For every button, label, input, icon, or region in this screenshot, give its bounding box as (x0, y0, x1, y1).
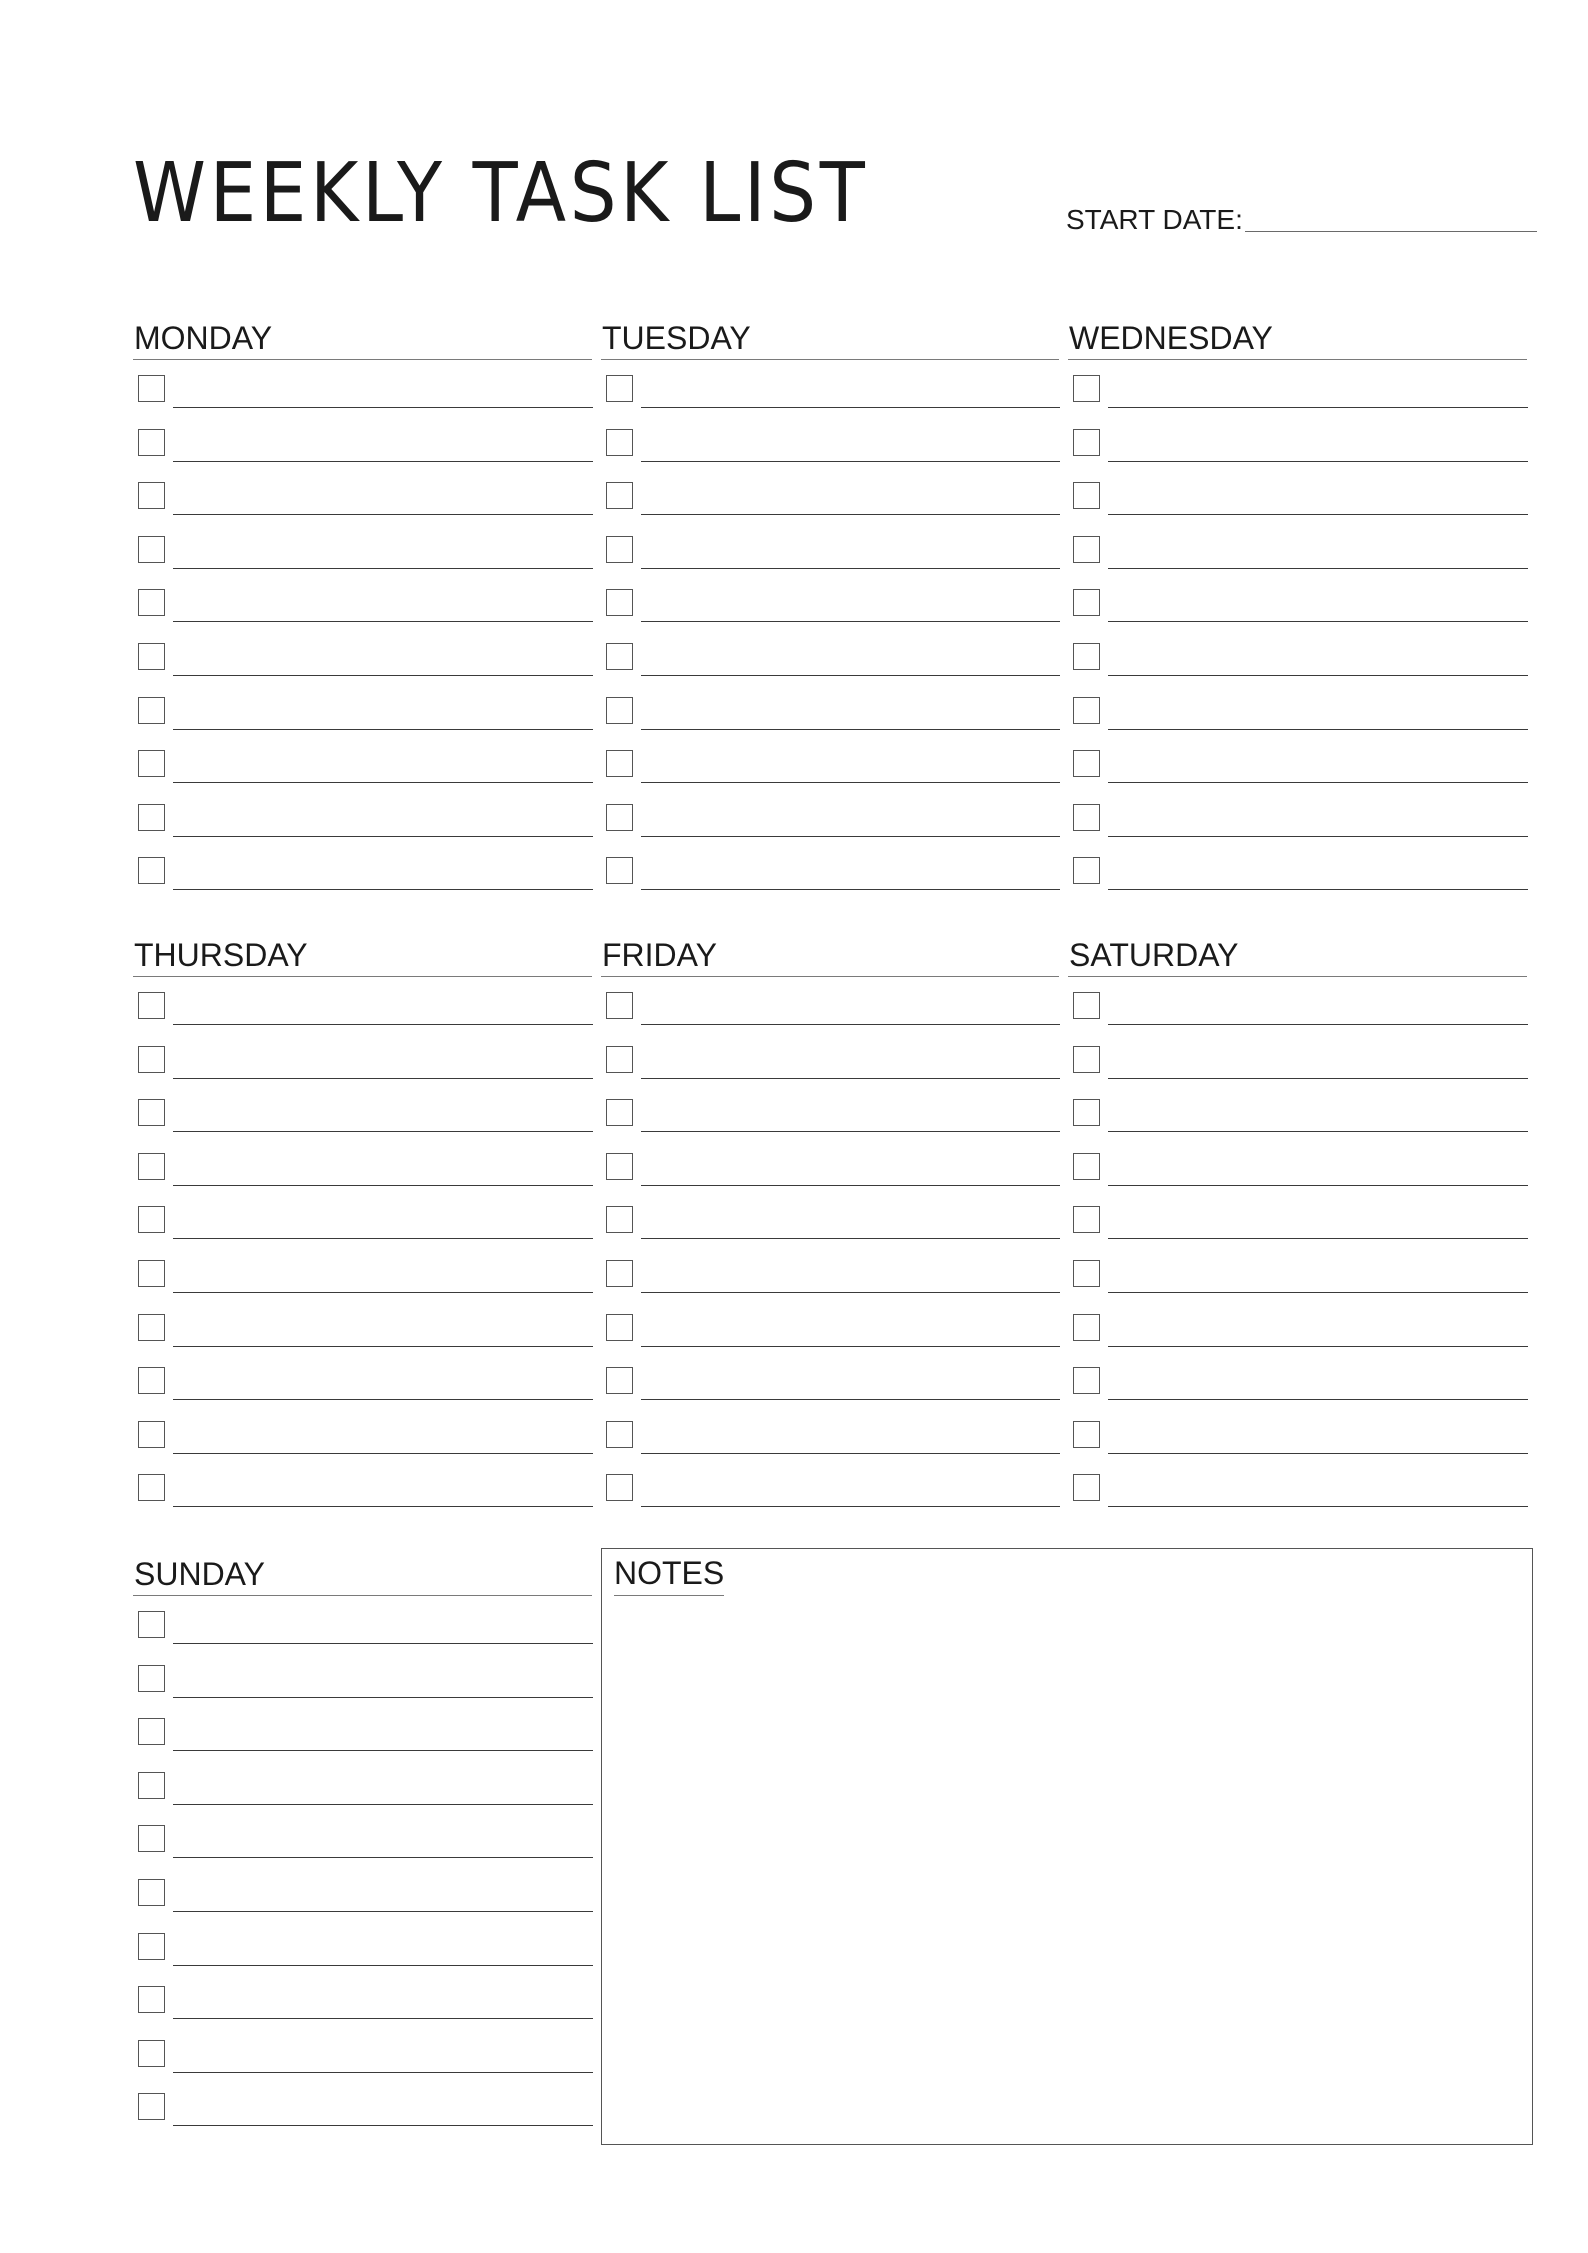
task-write-line[interactable] (1108, 461, 1528, 462)
task-checkbox[interactable] (138, 1099, 165, 1126)
task-list-sunday (133, 1596, 592, 2132)
task-write-line[interactable] (173, 1857, 593, 1858)
day-section-saturday (1068, 939, 1527, 1513)
task-write-line[interactable] (641, 1131, 1060, 1132)
task-write-line[interactable] (173, 1399, 593, 1400)
task-row (1068, 467, 1527, 521)
task-row (1068, 1031, 1527, 1085)
task-row (133, 789, 592, 843)
task-write-line[interactable] (1108, 514, 1528, 515)
task-write-line[interactable] (641, 1506, 1060, 1507)
task-row (1068, 521, 1527, 575)
task-row (601, 1031, 1059, 1085)
task-write-line[interactable] (173, 1078, 593, 1079)
task-write-line[interactable] (1108, 729, 1528, 730)
day-section-monday (133, 322, 592, 896)
task-write-line[interactable] (173, 889, 593, 890)
task-write-line[interactable] (1108, 1078, 1528, 1079)
start-date-label: START DATE: (1066, 204, 1243, 235)
day-heading-wednesday: WEDNESDAY (1068, 322, 1527, 360)
day-section-tuesday (601, 322, 1059, 896)
task-list-saturday (1068, 977, 1527, 1513)
task-write-line[interactable] (173, 1750, 593, 1751)
task-checkbox[interactable] (606, 482, 633, 509)
task-checkbox[interactable] (138, 589, 165, 616)
task-write-line[interactable] (173, 1185, 593, 1186)
task-write-line[interactable] (1108, 407, 1528, 408)
task-write-line[interactable] (641, 1238, 1060, 1239)
task-write-line[interactable] (173, 461, 593, 462)
task-row (133, 1864, 592, 1918)
task-row (601, 414, 1059, 468)
page-title: WEEKLY TASK LIST (133, 145, 869, 241)
task-row (601, 682, 1059, 736)
task-write-line[interactable] (641, 1453, 1060, 1454)
task-write-line[interactable] (173, 514, 593, 515)
task-write-line[interactable] (173, 1238, 593, 1239)
task-row (133, 628, 592, 682)
task-row (601, 628, 1059, 682)
start-date-field[interactable] (1066, 198, 1537, 234)
task-checkbox[interactable] (138, 429, 165, 456)
task-row (601, 574, 1059, 628)
task-checkbox[interactable] (138, 1367, 165, 1394)
notes-box[interactable] (601, 1548, 1533, 2145)
task-write-line[interactable] (173, 1643, 593, 1644)
task-write-line[interactable] (641, 782, 1060, 783)
task-write-line[interactable] (173, 568, 593, 569)
task-checkbox[interactable] (138, 1611, 165, 1638)
task-row (1068, 682, 1527, 736)
task-row (1068, 789, 1527, 843)
task-row (133, 1299, 592, 1353)
task-checkbox[interactable] (1073, 429, 1100, 456)
task-row (133, 682, 592, 736)
task-row (133, 1757, 592, 1811)
task-checkbox[interactable] (606, 1260, 633, 1287)
task-checkbox[interactable] (606, 1153, 633, 1180)
task-row (1068, 360, 1527, 414)
task-write-line[interactable] (1108, 889, 1528, 890)
task-write-line[interactable] (173, 1911, 593, 1912)
task-write-line[interactable] (173, 407, 593, 408)
task-write-line[interactable] (173, 675, 593, 676)
task-row (133, 735, 592, 789)
task-row (601, 735, 1059, 789)
task-checkbox[interactable] (1073, 1206, 1100, 1233)
task-checkbox[interactable] (138, 1986, 165, 2013)
task-row (601, 977, 1059, 1031)
task-write-line[interactable] (173, 2125, 593, 2126)
task-checkbox[interactable] (1073, 804, 1100, 831)
task-write-line[interactable] (173, 836, 593, 837)
task-row (133, 1138, 592, 1192)
task-write-line[interactable] (173, 1804, 593, 1805)
task-checkbox[interactable] (1073, 1314, 1100, 1341)
task-row (133, 977, 592, 1031)
task-checkbox[interactable] (138, 1206, 165, 1233)
day-heading-tuesday: TUESDAY (601, 322, 1059, 360)
task-row (133, 1971, 592, 2025)
task-write-line[interactable] (641, 1078, 1060, 1079)
day-heading-sunday: SUNDAY (133, 1558, 592, 1596)
task-row (133, 574, 592, 628)
task-write-line[interactable] (641, 729, 1060, 730)
task-checkbox[interactable] (138, 2093, 165, 2120)
task-row (133, 1406, 592, 1460)
task-checkbox[interactable] (138, 1260, 165, 1287)
task-write-line[interactable] (1108, 1131, 1528, 1132)
task-row (601, 789, 1059, 843)
task-write-line[interactable] (173, 1346, 593, 1347)
task-row (1068, 842, 1527, 896)
task-row (1068, 1459, 1527, 1513)
task-checkbox[interactable] (138, 697, 165, 724)
task-checkbox[interactable] (138, 1421, 165, 1448)
day-heading-monday: MONDAY (133, 322, 592, 360)
task-checkbox[interactable] (606, 429, 633, 456)
task-checkbox[interactable] (138, 1718, 165, 1745)
task-write-line[interactable] (1108, 1453, 1528, 1454)
task-row (1068, 1299, 1527, 1353)
task-checkbox[interactable] (1073, 1099, 1100, 1126)
task-write-line[interactable] (641, 1185, 1060, 1186)
task-checkbox[interactable] (606, 375, 633, 402)
task-checkbox[interactable] (1073, 1421, 1100, 1448)
task-checkbox[interactable] (1073, 375, 1100, 402)
task-row (133, 1703, 592, 1757)
task-row (601, 1191, 1059, 1245)
task-checkbox[interactable] (606, 1206, 633, 1233)
task-checkbox[interactable] (138, 1314, 165, 1341)
task-checkbox[interactable] (138, 643, 165, 670)
task-row (133, 1810, 592, 1864)
task-row (133, 1245, 592, 1299)
task-row (133, 1191, 592, 1245)
task-row (133, 2078, 592, 2132)
task-row (133, 521, 592, 575)
task-row (133, 2025, 592, 2079)
task-list-friday (601, 977, 1059, 1513)
task-row (601, 521, 1059, 575)
task-checkbox[interactable] (606, 750, 633, 777)
task-write-line[interactable] (1108, 675, 1528, 676)
task-row (133, 1596, 592, 1650)
task-write-line[interactable] (1108, 782, 1528, 783)
task-checkbox[interactable] (1073, 992, 1100, 1019)
task-write-line[interactable] (1108, 1346, 1528, 1347)
task-row (601, 1352, 1059, 1406)
task-write-line[interactable] (173, 1024, 593, 1025)
day-heading-saturday: SATURDAY (1068, 939, 1527, 977)
task-row (1068, 574, 1527, 628)
task-write-line[interactable] (173, 1292, 593, 1293)
task-write-line[interactable] (1108, 568, 1528, 569)
task-row (133, 1352, 592, 1406)
task-write-line[interactable] (641, 675, 1060, 676)
task-list-monday (133, 360, 592, 896)
task-row (133, 1031, 592, 1085)
task-checkbox[interactable] (138, 1879, 165, 1906)
task-row (1068, 1084, 1527, 1138)
task-row (1068, 735, 1527, 789)
task-row (601, 1138, 1059, 1192)
task-write-line[interactable] (173, 729, 593, 730)
task-write-line[interactable] (641, 514, 1060, 515)
task-checkbox[interactable] (138, 1153, 165, 1180)
task-row (1068, 1406, 1527, 1460)
day-section-sunday (133, 1558, 592, 2132)
task-row (1068, 628, 1527, 682)
task-write-line[interactable] (641, 1292, 1060, 1293)
task-checkbox[interactable] (138, 2040, 165, 2067)
task-checkbox[interactable] (138, 1825, 165, 1852)
task-checkbox[interactable] (138, 1933, 165, 1960)
task-write-line[interactable] (1108, 621, 1528, 622)
task-checkbox[interactable] (606, 643, 633, 670)
task-row (133, 1459, 592, 1513)
task-checkbox[interactable] (138, 1665, 165, 1692)
task-checkbox[interactable] (138, 1046, 165, 1073)
task-write-line[interactable] (641, 407, 1060, 408)
task-row (133, 1918, 592, 1972)
task-row (1068, 1352, 1527, 1406)
task-checkbox[interactable] (138, 992, 165, 1019)
task-write-line[interactable] (173, 1453, 593, 1454)
task-checkbox[interactable] (1073, 1046, 1100, 1073)
day-section-wednesday (1068, 322, 1527, 896)
task-row (1068, 1138, 1527, 1192)
task-row (601, 1459, 1059, 1513)
task-write-line[interactable] (1108, 1238, 1528, 1239)
task-checkbox[interactable] (606, 1099, 633, 1126)
task-list-tuesday (601, 360, 1059, 896)
task-row (601, 1084, 1059, 1138)
task-checkbox[interactable] (1073, 482, 1100, 509)
task-row (601, 467, 1059, 521)
task-row (1068, 977, 1527, 1031)
task-write-line[interactable] (641, 836, 1060, 837)
task-row (601, 842, 1059, 896)
task-write-line[interactable] (1108, 1506, 1528, 1507)
task-checkbox[interactable] (606, 1367, 633, 1394)
day-heading-thursday: THURSDAY (133, 939, 592, 977)
task-list-wednesday (1068, 360, 1527, 896)
task-write-line[interactable] (641, 1346, 1060, 1347)
task-row (133, 1650, 592, 1704)
task-checkbox[interactable] (138, 536, 165, 563)
task-write-line[interactable] (1108, 1399, 1528, 1400)
day-heading-friday: FRIDAY (601, 939, 1059, 977)
task-write-line[interactable] (173, 782, 593, 783)
task-checkbox[interactable] (1073, 643, 1100, 670)
task-write-line[interactable] (1108, 836, 1528, 837)
task-checkbox[interactable] (138, 857, 165, 884)
task-write-line[interactable] (173, 2018, 593, 2019)
task-list-thursday (133, 977, 592, 1513)
task-row (133, 1084, 592, 1138)
task-checkbox[interactable] (606, 536, 633, 563)
task-row (1068, 1191, 1527, 1245)
task-checkbox[interactable] (1073, 536, 1100, 563)
task-checkbox[interactable] (606, 1421, 633, 1448)
start-date-input-line[interactable] (1245, 231, 1537, 232)
task-row (601, 1406, 1059, 1460)
day-section-thursday (133, 939, 592, 1513)
task-write-line[interactable] (173, 1697, 593, 1698)
task-row (1068, 414, 1527, 468)
task-checkbox[interactable] (138, 750, 165, 777)
task-row (133, 414, 592, 468)
task-write-line[interactable] (641, 1024, 1060, 1025)
task-checkbox[interactable] (1073, 1474, 1100, 1501)
task-checkbox[interactable] (1073, 1260, 1100, 1287)
task-write-line[interactable] (1108, 1185, 1528, 1186)
task-checkbox[interactable] (606, 1474, 633, 1501)
task-checkbox[interactable] (606, 992, 633, 1019)
task-checkbox[interactable] (606, 697, 633, 724)
task-checkbox[interactable] (606, 589, 633, 616)
task-row (1068, 1245, 1527, 1299)
task-row (133, 467, 592, 521)
task-checkbox[interactable] (606, 804, 633, 831)
task-checkbox[interactable] (1073, 1367, 1100, 1394)
task-checkbox[interactable] (138, 804, 165, 831)
task-row (601, 1299, 1059, 1353)
task-write-line[interactable] (1108, 1024, 1528, 1025)
task-row (601, 360, 1059, 414)
notes-label: NOTES (614, 1557, 724, 1596)
task-write-line[interactable] (173, 1131, 593, 1132)
task-checkbox[interactable] (1073, 1153, 1100, 1180)
task-row (133, 360, 592, 414)
task-row (133, 842, 592, 896)
task-write-line[interactable] (641, 621, 1060, 622)
task-write-line[interactable] (641, 889, 1060, 890)
task-write-line[interactable] (1108, 1292, 1528, 1293)
task-checkbox[interactable] (1073, 697, 1100, 724)
task-row (601, 1245, 1059, 1299)
task-checkbox[interactable] (1073, 750, 1100, 777)
task-checkbox[interactable] (1073, 589, 1100, 616)
task-write-line[interactable] (641, 461, 1060, 462)
task-checkbox[interactable] (138, 1474, 165, 1501)
task-checkbox[interactable] (138, 375, 165, 402)
task-write-line[interactable] (641, 1399, 1060, 1400)
task-checkbox[interactable] (138, 1772, 165, 1799)
task-write-line[interactable] (173, 2072, 593, 2073)
task-checkbox[interactable] (138, 482, 165, 509)
day-section-friday (601, 939, 1059, 1513)
task-write-line[interactable] (173, 1965, 593, 1966)
task-write-line[interactable] (173, 621, 593, 622)
task-write-line[interactable] (641, 568, 1060, 569)
task-checkbox[interactable] (1073, 857, 1100, 884)
task-checkbox[interactable] (606, 857, 633, 884)
task-checkbox[interactable] (606, 1046, 633, 1073)
task-write-line[interactable] (173, 1506, 593, 1507)
task-checkbox[interactable] (606, 1314, 633, 1341)
